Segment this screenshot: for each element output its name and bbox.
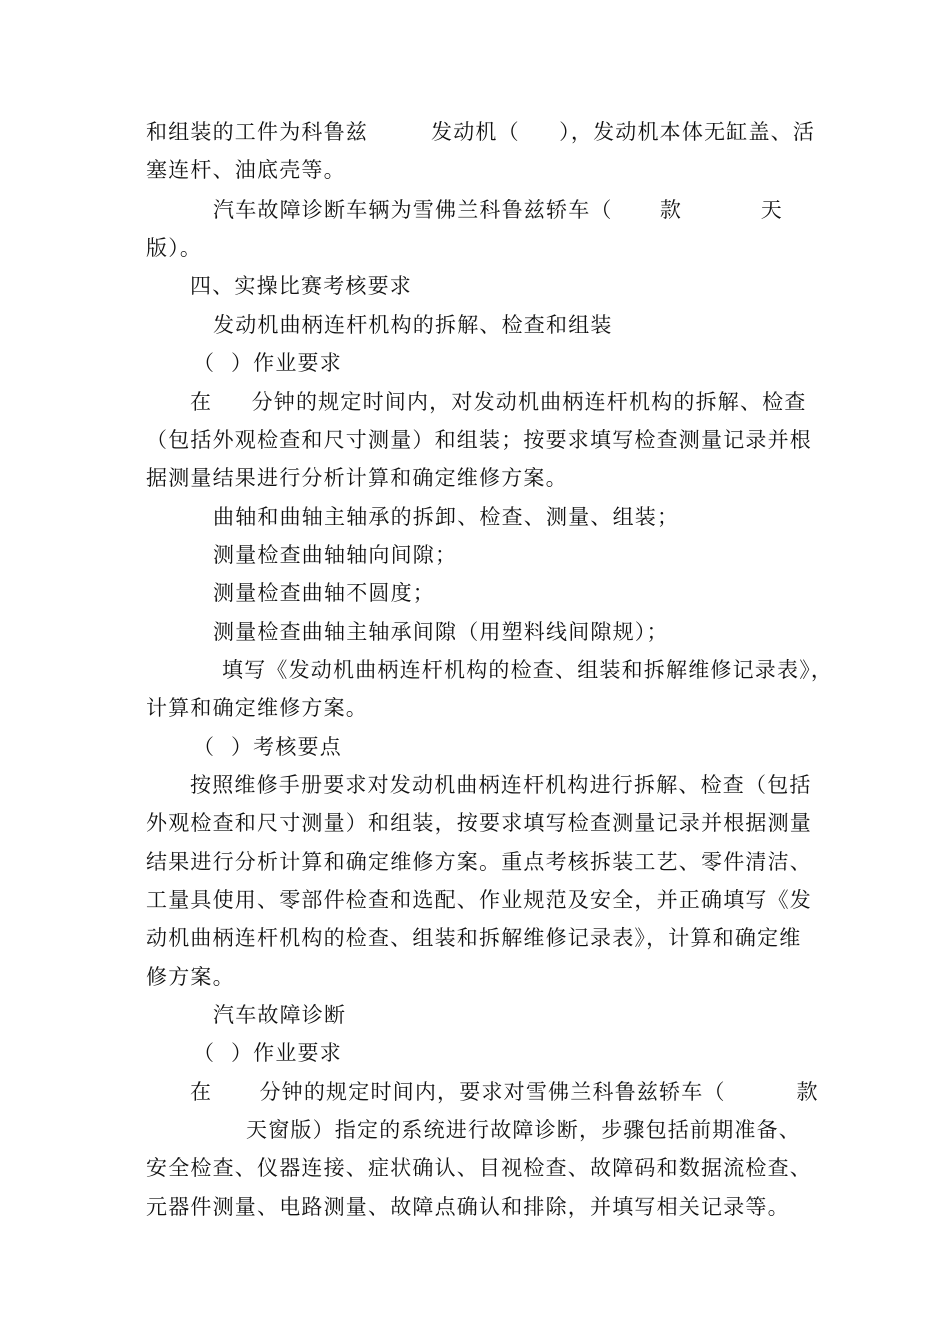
text-line: （包括外观检查和尺寸测量）和组装；按要求填写检查测量记录并根 — [146, 428, 812, 452]
text-line: 按照维修手册要求对发动机曲柄连杆机构进行拆解、检查（包括 — [190, 773, 812, 797]
list-item: 测量检查曲轴不圆度； — [213, 581, 435, 605]
subsection-heading: 汽车故障诊断 — [213, 1003, 347, 1027]
text-line: 计算和确定维修方案。 — [146, 696, 368, 720]
item-heading: （ ）考核要点 — [193, 735, 342, 759]
list-item: 填写《发动机曲柄连杆机构的检查、组装和拆解维修记录表》， — [222, 658, 834, 682]
text-line: 版）。 — [146, 236, 203, 260]
item-heading: （ ）作业要求 — [193, 351, 342, 375]
item-heading: （ ）作业要求 — [193, 1041, 342, 1065]
section-heading: 四、实操比赛考核要求 — [190, 274, 412, 298]
text-line: 和组装的工件为科鲁兹 发动机（ ），发动机本体无缸盖、活 — [146, 120, 816, 144]
text-line: 外观检查和尺寸测量）和组装，按要求填写检查测量记录并根据测量 — [146, 811, 812, 835]
text-line: 在 分钟的规定时间内，要求对雪佛兰科鲁兹轿车（ 款 — [190, 1080, 819, 1104]
text-line: 工量具使用、零部件检查和选配、作业规范及安全，并正确填写《发 — [146, 888, 812, 912]
text-line: 塞连杆、油底壳等。 — [146, 158, 346, 182]
list-item: 测量检查曲轴主轴承间隙（用塑料线间隙规）； — [213, 620, 669, 644]
list-item: 曲轴和曲轴主轴承的拆卸、检查、测量、组装； — [213, 505, 680, 529]
text-line: 结果进行分析计算和确定维修方案。重点考核拆装工艺、零件清洁、 — [146, 850, 812, 874]
text-line: 汽车故障诊断车辆为雪佛兰科鲁兹轿车（ 款 天 — [213, 198, 784, 222]
text-line: 元器件测量、电路测量、故障点确认和排除，并填写相关记录等。 — [146, 1195, 790, 1219]
list-item: 测量检查曲轴轴向间隙； — [213, 543, 458, 567]
text-line: 修方案。 — [146, 965, 235, 989]
text-line: 据测量结果进行分析计算和确定维修方案。 — [146, 466, 568, 490]
text-line: 在 分钟的规定时间内，对发动机曲柄连杆机构的拆解、检查 — [190, 390, 807, 414]
text-line: 动机曲柄连杆机构的检查、组装和拆解维修记录表》，计算和确定维 — [146, 926, 802, 950]
text-line: 天窗版）指定的系统进行故障诊断，步骤包括前期准备、 — [246, 1118, 801, 1142]
text-line: 安全检查、仪器连接、症状确认、目视检查、故障码和数据流检查、 — [146, 1156, 812, 1180]
subsection-heading: 发动机曲柄连杆机构的拆解、检查和组装 — [213, 313, 613, 337]
